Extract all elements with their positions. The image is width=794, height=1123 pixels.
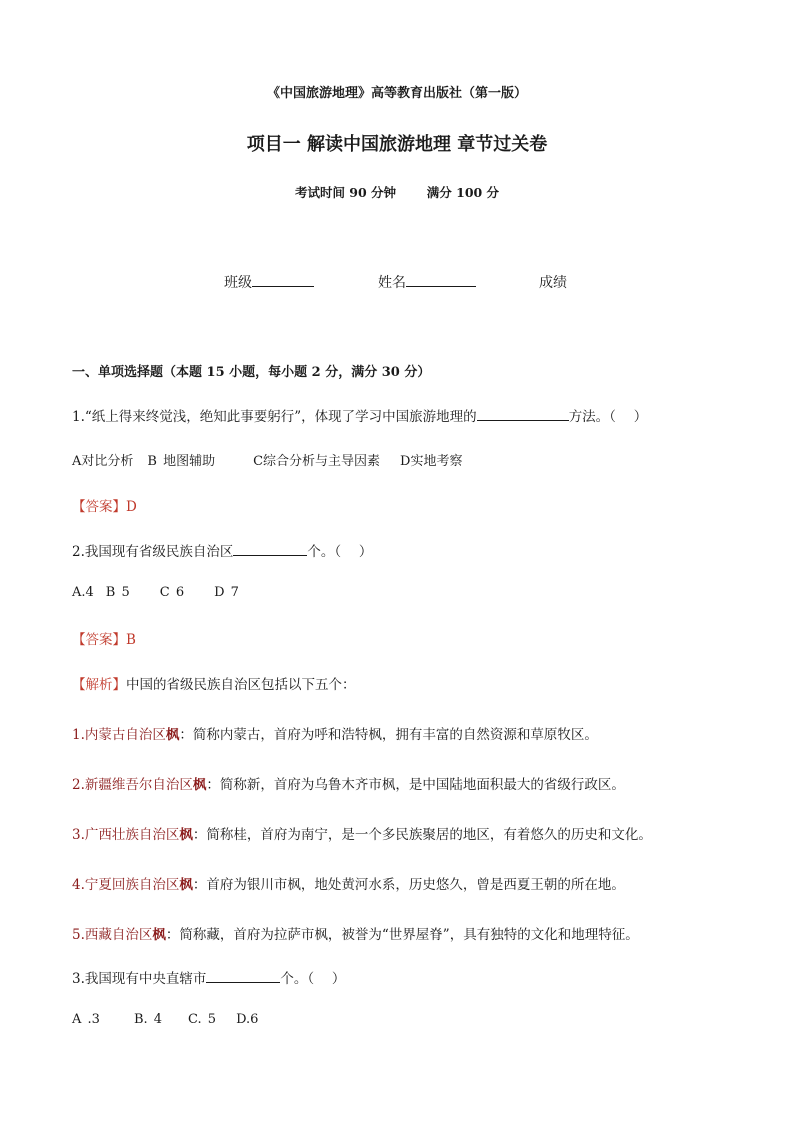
analysis-item: 5.西藏自治区枫：简称藏，首府为拉萨市枫，被誉为“世界屋脊”，具有独特的文化和地理特征。 — [72, 927, 639, 943]
q1-option-c: C综合分析与主导因素 — [253, 454, 381, 469]
book-title: 《中国旅游地理》高等教育出版社（第一版） — [266, 86, 527, 101]
question-3-text: 3.我国现有中央直辖市 — [72, 971, 207, 987]
q2-option-a: A.4 — [72, 585, 94, 600]
score-label: 成绩 — [539, 275, 567, 291]
question-1-blank — [477, 406, 569, 421]
page-title: 项目一 解读中国旅游地理 章节过关卷 — [246, 134, 548, 155]
q2-option-c: C 6 — [159, 585, 185, 600]
question-3-stem — [72, 967, 345, 987]
question-1-text: 1.“纸上得来终觉浅，绝知此事要躬行”，体现了学习中国旅游地理的 — [72, 409, 477, 425]
section-heading: 一、单项选择题（本题 15 小题，每小题 2 分，满分 30 分） — [72, 365, 431, 380]
name-blank[interactable] — [406, 272, 476, 287]
question-2-bracket: 个。（ ） — [307, 544, 373, 560]
analysis-item: 2.新疆维吾尔自治区枫：简称新，首府为乌鲁木齐市枫，是中国陆地面积最大的省级行政区。 — [72, 777, 625, 793]
exam-full-score: 满分 100 分 — [426, 185, 500, 200]
question-2-stem — [72, 540, 372, 560]
analysis-item: 4.宁夏回族自治区枫：首府为银川市枫，地处黄河水系，历史悠久，曾是西夏王朝的所在地。 — [72, 877, 625, 893]
analysis-label: 【解析】 — [72, 677, 126, 693]
analysis-item: 1.内蒙古自治区枫：简称内蒙古，首府为呼和浩特枫，拥有丰富的自然资源和草原牧区。 — [72, 727, 598, 743]
class-label: 班级 — [224, 275, 252, 291]
exam-time: 考试时间 90 分钟 — [294, 185, 397, 200]
answer-value: D — [126, 499, 137, 515]
exam-info — [0, 183, 794, 201]
class-blank[interactable] — [252, 272, 314, 287]
question-2-text: 2.我国现有省级民族自治区 — [72, 544, 234, 560]
question-1-answer — [72, 495, 137, 515]
question-2-options — [72, 585, 239, 600]
score-field — [539, 272, 567, 292]
class-field[interactable] — [224, 272, 314, 292]
q3-option-d: D.6 — [236, 1012, 259, 1027]
q3-option-a: A .3 — [72, 1012, 100, 1027]
question-1-options — [72, 450, 462, 469]
question-3-options — [72, 1012, 258, 1027]
analysis-item: 3.广西壮族自治区枫：简称桂，首府为南宁，是一个多民族聚居的地区，有着悠久的历史和文化。 — [72, 827, 652, 843]
question-1-bracket: 方法。（ ） — [568, 409, 648, 425]
question-2-analysis — [72, 673, 356, 693]
q1-option-b: B 地图辅助 — [147, 454, 216, 469]
question-2-blank — [233, 541, 307, 556]
q2-option-b: B 5 — [105, 585, 130, 600]
q1-option-a: A对比分析 — [72, 454, 134, 469]
answer-label: 【答案】 — [72, 499, 126, 515]
answer-value: B — [126, 632, 136, 648]
question-2-answer — [72, 628, 136, 648]
answer-label: 【答案】 — [72, 632, 126, 648]
name-field[interactable] — [378, 272, 476, 292]
q3-option-b: B. 4 — [133, 1012, 163, 1027]
analysis-intro: 中国的省级民族自治区包括以下五个： — [126, 677, 356, 693]
q1-option-d: D实地考察 — [400, 454, 463, 469]
question-3-blank — [206, 968, 280, 983]
name-label: 姓名 — [378, 275, 406, 291]
question-1-stem — [72, 405, 647, 425]
question-3-bracket: 个。（ ） — [280, 971, 346, 987]
q2-option-d: D 7 — [214, 585, 239, 600]
q3-option-c: C. 5 — [188, 1012, 217, 1027]
